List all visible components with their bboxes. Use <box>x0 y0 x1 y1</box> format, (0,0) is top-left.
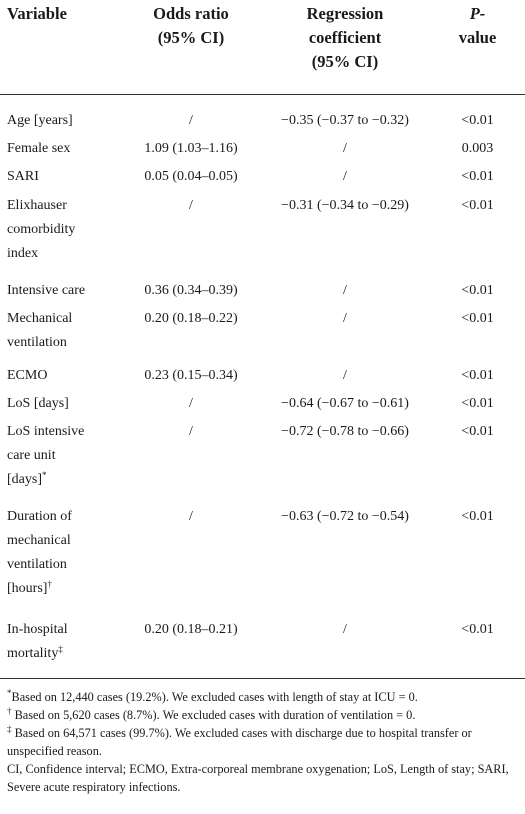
row-label: ECMO <box>7 368 48 383</box>
footnote-dagger: † Based on 5,620 cases (8.7%). We excluded cases with duration of ventilation = 0. <box>7 706 416 722</box>
row-label: LoS [days] <box>7 396 69 411</box>
row-coefficient: / <box>343 141 347 156</box>
row-coefficient: −0.64 (−0.67 to −0.61) <box>281 396 409 411</box>
row-label: Age [years] <box>7 113 73 128</box>
row-coefficient: / <box>343 368 347 383</box>
row-odds-ratio: / <box>189 198 193 213</box>
row-coefficient: / <box>343 311 347 326</box>
row-coefficient: −0.31 (−0.34 to −0.29) <box>281 198 409 213</box>
row-p-value: <0.01 <box>461 283 494 298</box>
row-p-value: <0.01 <box>461 169 494 184</box>
row-label: In-hospital mortality‡ <box>7 622 68 661</box>
row-odds-ratio: 0.20 (0.18–0.22) <box>144 311 238 326</box>
row-odds-ratio: 0.23 (0.15–0.34) <box>144 368 238 383</box>
row-p-value: 0.003 <box>461 141 494 156</box>
row-label: Female sex <box>7 141 71 156</box>
header-variable: Variable <box>7 4 67 23</box>
footnote-abbreviations: CI, Confidence interval; ECMO, Extra-corporeal membrane oxygenation; LoS, Length of stay; SARI, Severe acute respiratory infections. <box>7 762 509 794</box>
row-odds-ratio: 0.20 (0.18–0.21) <box>144 622 238 637</box>
header-rule <box>0 94 525 95</box>
row-p-value: <0.01 <box>461 368 494 383</box>
header-p-value: P- value <box>458 4 497 47</box>
row-label: Intensive care <box>7 283 86 298</box>
header-odds-ratio: Odds ratio (95% CI) <box>153 4 229 47</box>
header-regression-coefficient: Regression coefficient (95% CI) <box>306 4 384 71</box>
footnote-double-dagger: ‡ Based on 64,571 cases (99.7%). We excluded cases with discharge due to hospital transfer or unspecified reason. <box>7 724 472 758</box>
row-odds-ratio: / <box>189 424 193 439</box>
row-coefficient: / <box>343 283 347 298</box>
row-p-value: <0.01 <box>461 509 494 524</box>
row-coefficient: / <box>343 169 347 184</box>
row-p-value: <0.01 <box>461 622 494 637</box>
row-label: Elixhauser comorbidity index <box>7 198 76 261</box>
row-p-value: <0.01 <box>461 424 494 439</box>
row-label: Duration of mechanical ventilation [hours]† <box>7 509 72 596</box>
footnote-marker: † <box>47 579 52 589</box>
row-p-value: <0.01 <box>461 396 494 411</box>
row-odds-ratio: 0.36 (0.34–0.39) <box>144 283 238 298</box>
row-coefficient: / <box>343 622 347 637</box>
row-coefficient: −0.72 (−0.78 to −0.66) <box>281 424 409 439</box>
row-p-value: <0.01 <box>461 311 494 326</box>
row-label: Mechanical ventilation <box>7 311 73 350</box>
row-odds-ratio: / <box>189 396 193 411</box>
table-bottom-rule <box>0 678 525 679</box>
footnote-marker: ‡ <box>58 644 63 654</box>
row-odds-ratio: 0.05 (0.04–0.05) <box>144 169 238 184</box>
row-odds-ratio: / <box>189 509 193 524</box>
row-coefficient: −0.35 (−0.37 to −0.32) <box>281 113 409 128</box>
row-label: SARI <box>7 169 39 184</box>
row-p-value: <0.01 <box>461 198 494 213</box>
row-p-value: <0.01 <box>461 113 494 128</box>
row-coefficient: −0.63 (−0.72 to −0.54) <box>281 509 409 524</box>
row-odds-ratio: / <box>189 113 193 128</box>
row-odds-ratio: 1.09 (1.03–1.16) <box>144 141 238 156</box>
footnote-star: *Based on 12,440 cases (19.2%). We excluded cases with length of stay at ICU = 0. <box>7 688 418 704</box>
row-label: LoS intensive care unit [days]* <box>7 424 85 487</box>
footnote-marker: * <box>42 470 47 480</box>
